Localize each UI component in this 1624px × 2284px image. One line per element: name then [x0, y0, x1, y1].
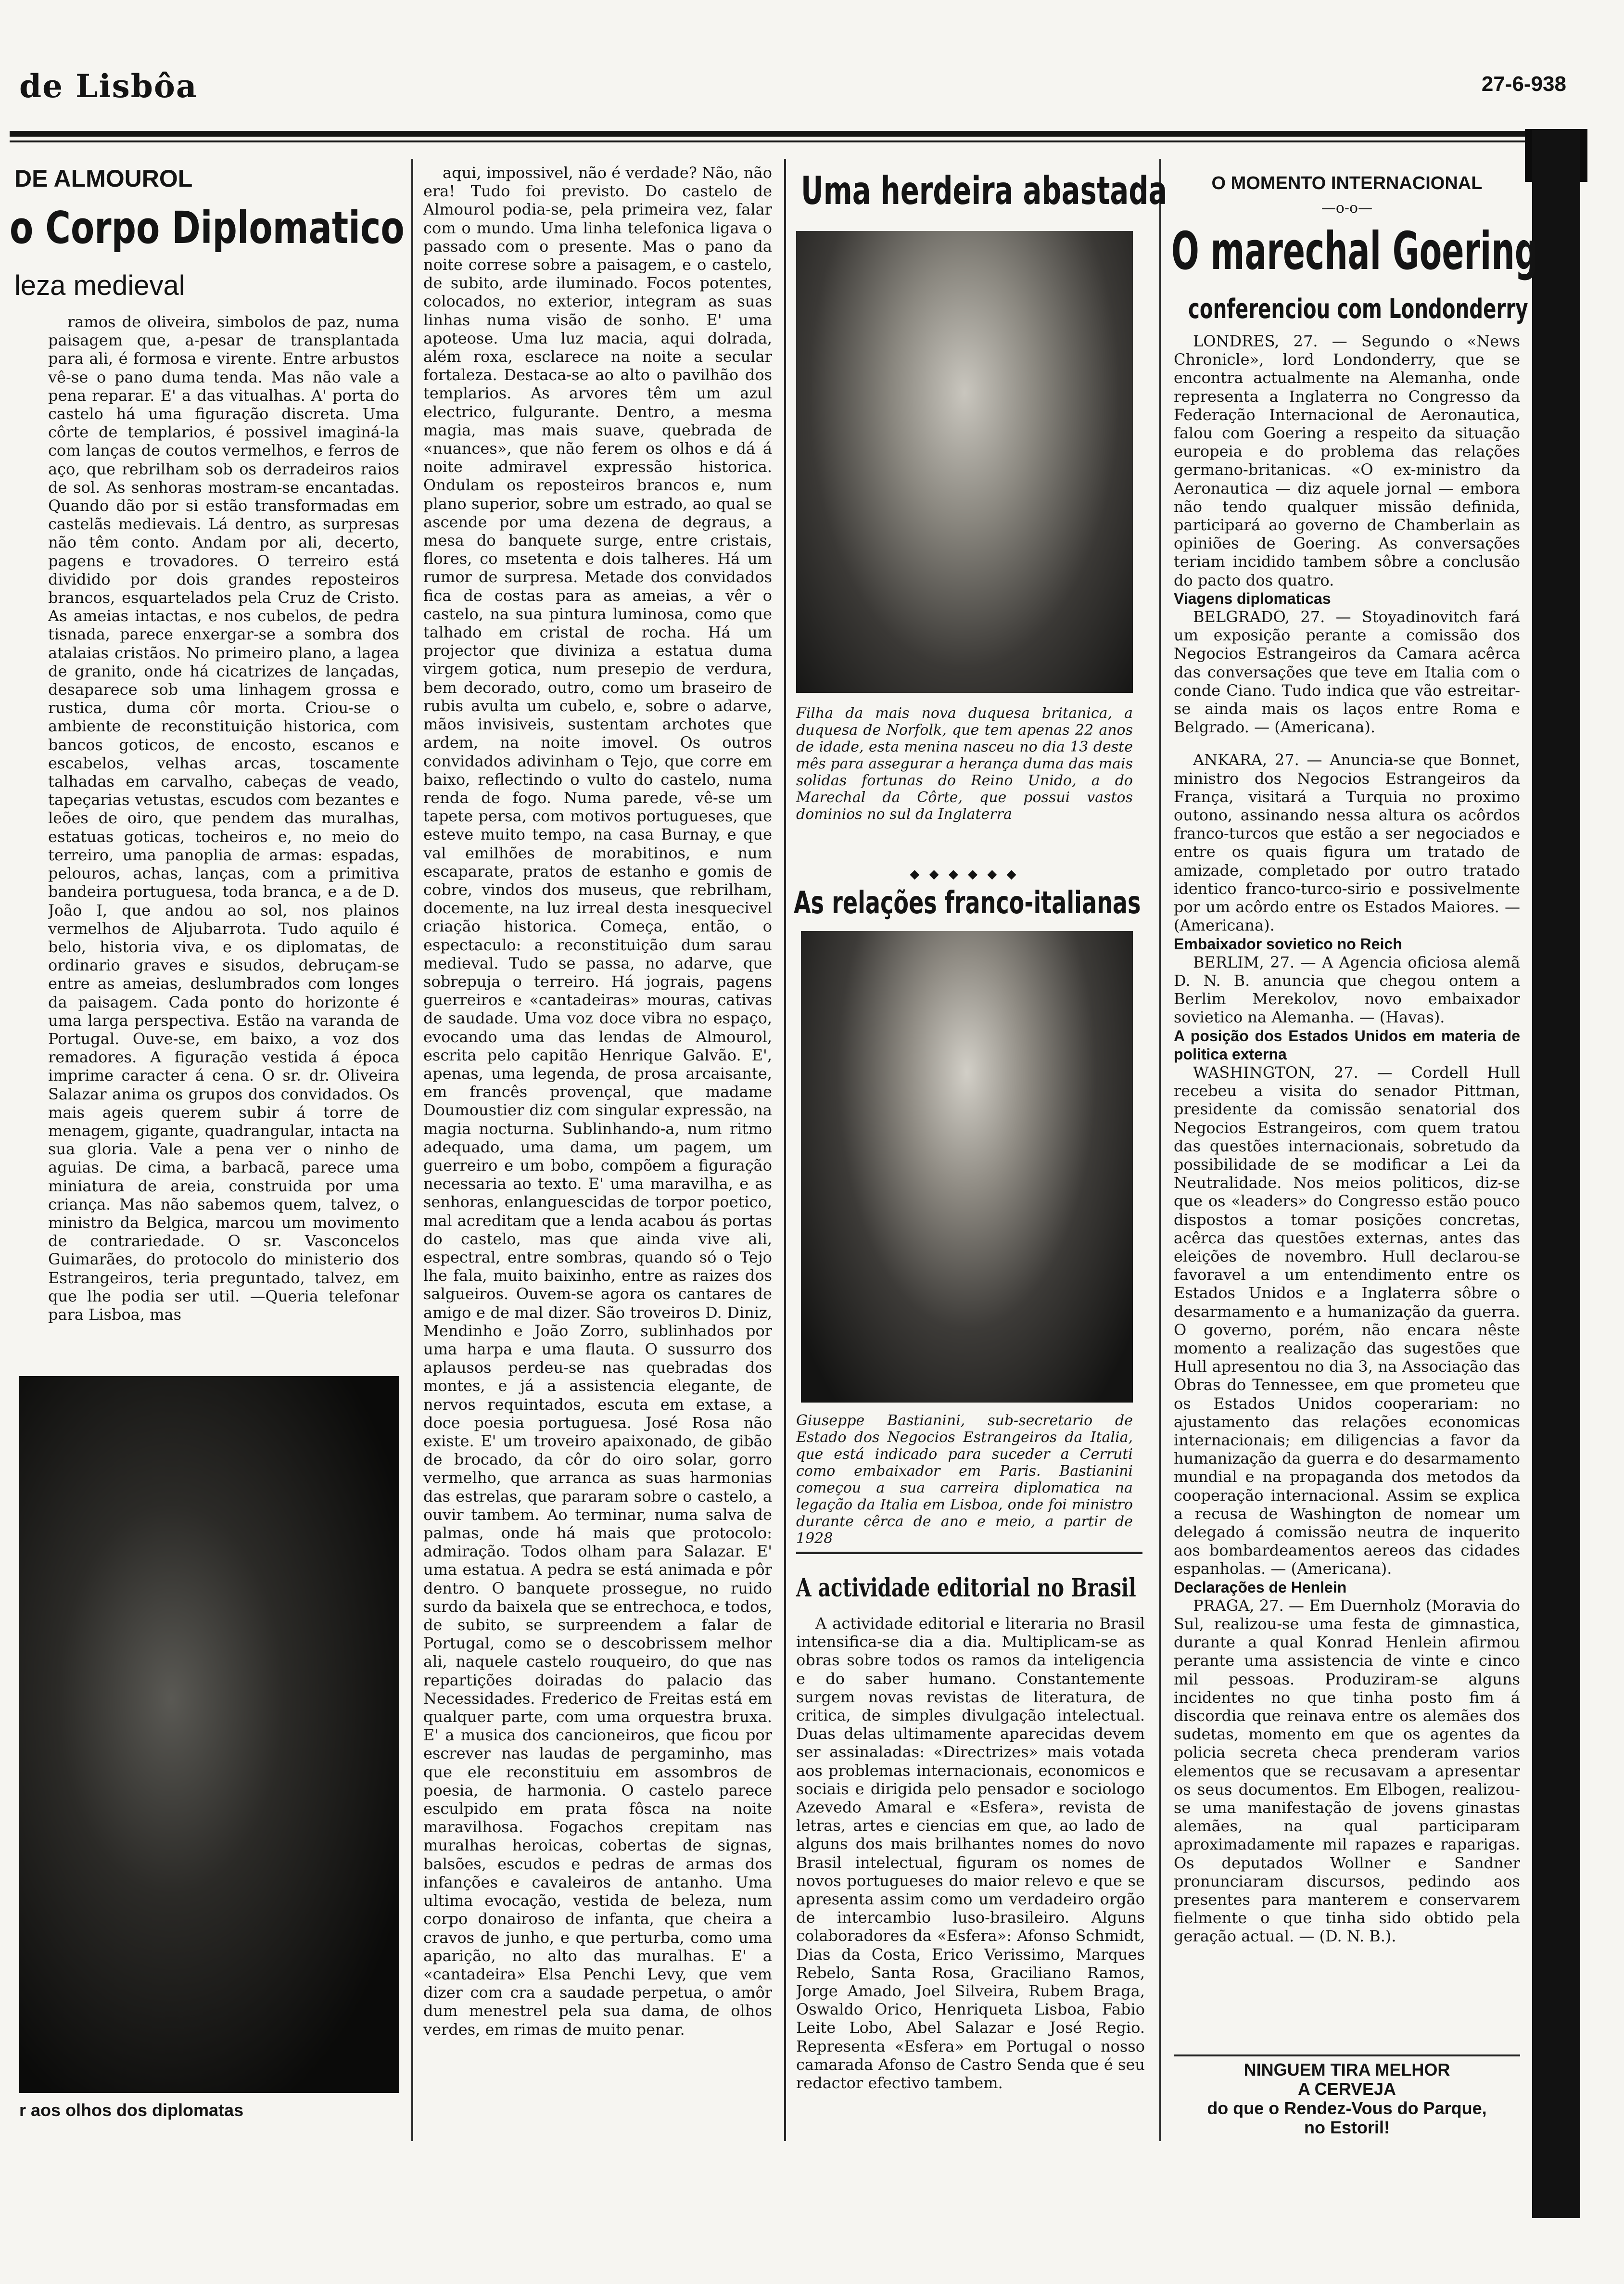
masthead-name: de Lisbôa	[19, 67, 198, 105]
column-rule	[411, 159, 413, 2141]
column-rule	[1159, 159, 1161, 2141]
article-text: ANKARA, 27. — Anuncia-se que Bonnet, ministro dos Negocios Estrangeiros da França, visitará a Turquia no proximo outono, assinando nessa altura os acôrdos franco-turcos que estão a ser negociados e entre os quais figura um tratado de amizade, completado por outro tratado identico franco-turco-sirio e possivelmente por um acôrdo entre os Estados Maiores. — (Americana).	[1174, 751, 1520, 935]
article-headline: o Corpo Diplomatico	[10, 202, 405, 254]
section-subhead: Embaixador sovietico no Reich	[1174, 935, 1402, 953]
advert-line: NINGUEM TIRA MELHOR	[1243, 2060, 1450, 2080]
article-text: LONDRES, 27. — Segundo o «News Chronicle», lord Londonderry, que se encontra actualmente na Alemanha, onde representa a Inglaterra no Congresso da Federação Internacional de Aeronautica, falou com Goering a respeito da situação europeia e do problema das relações germano-britanicas. «O ex-ministro da Aeronautica — diz aquele jornal — embora não tendo qualquer missão definida, participará ao governo de Chamberlain as opiniões de Goering. As conversações teriam incidido tambem sôbre a conclusão do pacto dos quatro.	[1174, 332, 1520, 589]
article-text: aqui, impossivel, não é verdade? Não, não era! Tudo foi previsto. Do castelo de Almourol podia-se, pela primeira vez, falar com o mundo. Uma linha telefonica ligava o passado com o presente. Mas o pano da noite correse sobre a paisagem, e o castelo, de subito, arde iluminado. Focos potentes, colocados, no exterior, integram as suas linhas numa visão de sonho. E' uma apoteose. Uma luz macia, aqui dolrada, além roxa, esclarece na noite a secular fortaleza. Destaca-se ao alto o pavilhão dos templarios. As arvores têm um azul electrico, fulgurante. Dentro, a mesma magia, mas mais suave, quebrada de «nuances», que não ferem os olhos e dá á noite admiravel expressão historica. Ondulam os reposteiros brancos e, num plano superior, sobre um estrado, ao qual se ascende por uma dezena de degraus, a mesa do banquete surge, entre cristais, flores, co msetenta e dois talheres. Há um rumor de surpresa. Metade dos convidados fica de costas para as ameias, a vêr o castelo, na sua pintura luminosa, como que talhado em cristal de rocha. Há um projector que diviniza a estatua duma virgem gotica, num presepio de verdura, bem decorado, outro, como um braseiro de rubis avulta um cubelo, e, sobre o adarve, mãos invisiveis, sustentam archotes que ardem, na noite imovel. Os outros convidados adivinham o Tejo, que corre em baixo, reflectindo o vulto do castelo, numa renda de fogo. Numa parede, vê-se um tapete persa, com motivos portugueses, que esteve muito tempo, na casa Burnay, e que val emilhões de morabitinos, e num escaparate, pratos de estanho e gomis de cobre, vindos dos museus, que rebrilham, docemente, na luz irreal desta inesquecivel criação historica. Começa, então, o espectaculo: a reconstituição dum sarau medieval. Tudo se passa, no adarve, que sobrepuja o terreiro. Há jograis, pagens guerreiros e «cantadeiras» mouras, cativas de saudade. Uma voz doce vibra no espaço, evocando uma das lendas de Almourol, escrita pelo capitão Henrique Galvão. E', apenas, uma legenda, de prosa arcaisante, em francês provençal, que madame Doumoustier diz com singular expressão, na magia nocturna. Sublinhando-a, num ritmo adequado, uma dama, um pagem, um guerreiro e um bobo, compõem a figuração necessaria ao texto. E' uma maravilha, e as senhoras, enlanguescidas de torpor poetico, mal acreditam que a lenda acabou ás portas do castelo, mas que ainda vive ali, espectral, entre sombras, quando só o Tejo lhe fala, muito baixinho, entre as raizes dos salgueiros. Ouvem-se agora os cantares de amigo e de mal dizer. São troveiros D. Diniz, Mendinho e João Zorro, sublinhados por uma harpa e uma flauta. O sussurro dos aplausos perdeu-se nas quebradas dos montes, e já a assistencia elegante, de nervos requintados, escuta em extase, a doce poesia portuguesa. José Rosa não existe. E' um troveiro apaixonado, de gibão de brocado, da côr do oiro solar, gorro vermelho, que arranca as suas harmonias das estrelas, que pararam sobre o castelo, a ouvir tambem. Ao terminar, numa salva de palmas, onde há mais que protocolo: admiração. Todos olham para Salazar. E' uma estatua. A pedra se está animada e pôr dentro. O banquete prossegue, no ruido surdo da baixela que se entrechoca, e todos, de subito, se surpreendem a falar de Portugal, como se o descobrissem melhor ali, naquele castelo rouqueiro, do que nas repartições doiradas do palacio das Necessidades. Frederico de Freitas está em qualquer parte, com uma orquestra bruxa. E' a musica dos cancioneiros, que ficou por escrever nas laudas de pergaminho, mas que ele reconstituiu em assombros de poesia, de harmonia. O castelo parece esculpido em prata fôsca na noite maravilhosa. Fogachos crepitam nas muralhas heroicas, cobertas de signas, balsões, escudos e pedras de armas dos infanções e cavaleiros de antanho. Uma ultima evocação, vestida de beleza, num corpo donairoso de infanta, que cheira a cravos de junho, e que perturba, como uma aparição, no alto das muralhas. E' a «cantadeira» Elsa Penchi Levy, que vem dizer com cra a saudade perpetua, o amôr dum menestrel pela sua dama, de olhos verdes, em rimas de muito penar.	[423, 164, 772, 2039]
masthead-rule-thin	[10, 140, 1563, 142]
article-text: PRAGA, 27. — Em Duernholz (Moravia do Sul, realizou-se uma festa de gimnastica, durante a qual Konrad Henlein afirmou perante uma assistencia de vinte e cinco mil pessoas. Produziram-se alguns incidentes no que tinha posto fim á discordia que reinava entre os alemães dos sudetas, momento em que os agentes da policia secreta checa prenderam varios elementos que se recusavam a apresentar os seus documentos. Em Elbogen, realizou-se uma manifestação de jovens ginastas alemães, na qual participaram aproximadamente mil rapazes e raparigas. Os deputados Wollner e Sandner pronunciaram discursos, pedindo aos presentes para manterem e conservarem fielmente o que tinha sido obtido pela geração actual. — (D. N. B.).	[1174, 1596, 1520, 1946]
article-headline: Uma herdeira abastada	[801, 168, 1167, 213]
article-kicker: DE ALMOUROL	[14, 165, 193, 192]
castle-night-photo	[19, 1376, 399, 2093]
article-deck: leza medieval	[14, 270, 185, 301]
article-headline: O marechal Goering	[1171, 221, 1538, 281]
section-rule	[796, 1552, 1142, 1554]
article-text: A actividade editorial e literaria no Brasil intensifica-se dia a dia. Multiplicam-se as obras sobre todos os ramos da inteligencia e do saber humano. Constantemente surgem novas revistas de literatura, de critica, de simples divulgação intelectual. Duas delas ultimamente aparecidas devem ser assinaladas: «Directrizes» mais votada aos problemas internacionais, economicos e sociais e dirigida pelo pensador e sociologo Azevedo Amaral e «Esfera», revista de letras, artes e ciencias em que, ao lado de alguns dos mais brilhantes nomes do novo Brasil intelectual, figuram os nomes de novos portugueses do maior relevo e que se apresenta assim como um verdadeiro orgão de intercambio luso-brasileiro. Alguns colaboradores da «Esfera»: Afonso Schmidt, Dias da Costa, Erico Verissimo, Marques Rebelo, Santa Rosa, Graciliano Ramos, Jorge Amado, Joel Silveira, Rubem Braga, Oswaldo Orico, Henriqueta Lisboa, Fabio Leite Lobo, Abel Salazar e José Regio. Representa «Esfera» em Portugal o nosso camarada Afonso de Castro Senda que é seu redactor efectivo tambem.	[796, 1614, 1145, 2093]
advert-line: no Estoril!	[1304, 2118, 1390, 2137]
article-text: ramos de oliveira, simbolos de paz, numa paisagem que, a-pesar de transplantada para ali, é formosa e virente. Entre arbustos vê-se o pano duma tenda. Mas não vale a pena reparar. E' a das vitualhas. A' porta do castelo há uma figuração discreta. Uma côrte de templarios, é possivel imaginá-la com lanças de coutos vermelhos, e ferros de aço, que rebrilham sob os derradeiros raios de sol. As senhoras mostram-se encantadas. Quando dão por si estão transformadas em castelãs medievais. Lá dentro, as surpresas não têm conto. Andam por ali, decerto, pagens e trovadores. O terreiro está dividido por dois grandes reposteiros brancos, esquartelados pela Cruz de Cristo. As ameias intactas, e nos cubelos, de pedra tisnada, parece enxergar-se a sombra dos atalaias cristãos. No primeiro plano, a lagea de granito, onde há cicatrizes de lançadas, desaparece sob uma linhagem grossa e rustica, duma côr morta. Criou-se o ambiente de reconstituição historica, com bancos goticos, de encosto, escanos e escabelos, velhas arcas, toscamente talhadas em carvalho, cabeças de veado, tapeçarias vetustas, escudos com bezantes e leões de oiro, que pendem das muralhas, estatuas goticas, tocheiros e, no meio do terreiro, uma panoplia de armas: espadas, pelouros, achas, lanças, com a primitiva bandeira portuguesa, toda branca, e a de D. João I, que andou ao sol, nos plainos vermelhos de Aljubarrota. Tudo aquilo é belo, historia viva, e os diplomatas, de ordinario graves e sisudos, debruçam-se entre as ameias, deslumbrados com longes da paisagem. Cada ponto do horizonte é uma larga perspectiva. Estão na varanda de Portugal. Ouve-se, em baixo, a voz dos remadores. A figuração vestida á época imprime caracter á cena. O sr. dr. Oliveira Salazar anima os grupos dos convidados. Os mais ageis querem subir á torre de menagem, gigante, quadrangular, intacta na sua gloria. Vale a pena ver o ninho de aguias. De cima, a barbacã, parece uma miniatura de areia, construida por uma criança. Mas não sabemos quem, talvez, o ministro da Belgica, marcou um movimento de contrariedade. O sr. Vasconcelos Guimarães, do protocolo do ministerio dos Estrangeiros, teria preguntado, talvez, em que lhe podia ser util. —Queria telefonar para Lisboa, mas	[48, 313, 399, 1324]
masthead-rule-thick	[10, 131, 1563, 137]
column-rule	[784, 159, 786, 2141]
ornament-divider: —o-o—	[1321, 200, 1373, 217]
baby-photo	[796, 231, 1133, 693]
article-body-column	[48, 313, 399, 1347]
article-body-column	[796, 1614, 1145, 2134]
page-edge-bar	[1532, 130, 1580, 2218]
section-subhead: A posição dos Estados Unidos em materia de politica externa	[1174, 1027, 1520, 1063]
photo-caption: Filha da mais nova duquesa britanica, a duquesa de Norfolk, que tem apenas 22 anos de idade, esta menina nasceu no dia 13 deste mês para assegurar a herança duma das mais solidas fortunas do Reino Unido, a do Marechal da Côrte, que possui vastos dominios no sul da Inglaterra	[796, 705, 1133, 823]
article-headline: A actividade editorial no Brasil	[796, 1573, 1136, 1603]
portrait-photo	[801, 931, 1133, 1403]
advert-line: do que o Rendez-Vous do Parque,	[1207, 2098, 1487, 2118]
advertisement	[1169, 2060, 1525, 2137]
article-subheadline: conferenciou com Londonderry	[1188, 293, 1528, 325]
section-subhead: Declarações de Henlein	[1174, 1578, 1347, 1596]
article-text: BERLIM, 27. — A Agencia oficiosa alemã D. N. B. anuncia que chegou ontem a Berlim Merekolov, novo embaixador sovietico na Alemanha. — (Havas).	[1174, 953, 1520, 1027]
section-subhead: Viagens diplomaticas	[1174, 589, 1331, 607]
article-text: BELGRADO, 27. — Stoyadinovitch fará um exposição perante a comissão dos Negocios Estrangeiros da Camara acêrca das conversações que teve em Italia com o conde Ciano. Tudo indica que vão estreitar-se ainda mais os laços entre Roma e Belgrado. — (Americana).	[1174, 608, 1520, 737]
article-body-column	[1174, 332, 1520, 2054]
photo-caption: r aos olhos dos diplomatas	[19, 2100, 244, 2120]
ornament-divider: ◆ ◆ ◆ ◆ ◆ ◆	[910, 867, 1019, 881]
article-headline: As relações franco-italianas	[794, 885, 1141, 921]
article-text: WASHINGTON, 27. — Cordell Hull recebeu a visita do senador Pittman, presidente da comissão senatorial dos Negocios Estrangeiros, com quem tratou das questões internacionais, sobretudo da possibilidade de se modificar a Lei da Neutralidade. Nos meios politicos, diz-se que os «leaders» do Congresso estão pouco dispostos a tomar posições concretas, acêrca das questões externas, antes das eleições de novembro. Hull declarou-se favoravel a um entendimento entre os Estados Unidos e a Inglaterra sôbre o desarmamento e a humanização da guerra. O governo, porém, não encara nêste momento a realização das sugestões que Hull apresentou no dia 3, na Associação das Obras do Tennessee, em que prometeu que os Estados Unidos cooperariam: no ajustamento das relações economicas internacionais; em diligencias a favor da humanização da guerra e do desarmamento mundial e na propaganda dos metodos da cooperação internacional. Assim se explica a recusa de Washington de nomear um delegado á comissão neutra de inquerito aos bombardeamentos aereos das cidades espanholas. — (Americana).	[1174, 1063, 1520, 1578]
section-rule	[1174, 2054, 1520, 2056]
photo-caption: Giuseppe Bastianini, sub-secretario de Estado dos Negocios Estrangeiros da Italia, que está indicado para suceder a Cerruti como embaixador em Paris. Bastianini começou a sua carreira diplomatica na legação da Italia em Lisboa, onde foi ministro durante cêrca de ano e meio, a partir de 1928	[796, 1412, 1133, 1547]
section-kicker: O MOMENTO INTERNACIONAL	[1211, 173, 1483, 193]
advert-line: A CERVEJA	[1297, 2079, 1396, 2099]
article-body-column	[423, 164, 772, 2136]
issue-date: 27-6-938	[1481, 72, 1566, 96]
